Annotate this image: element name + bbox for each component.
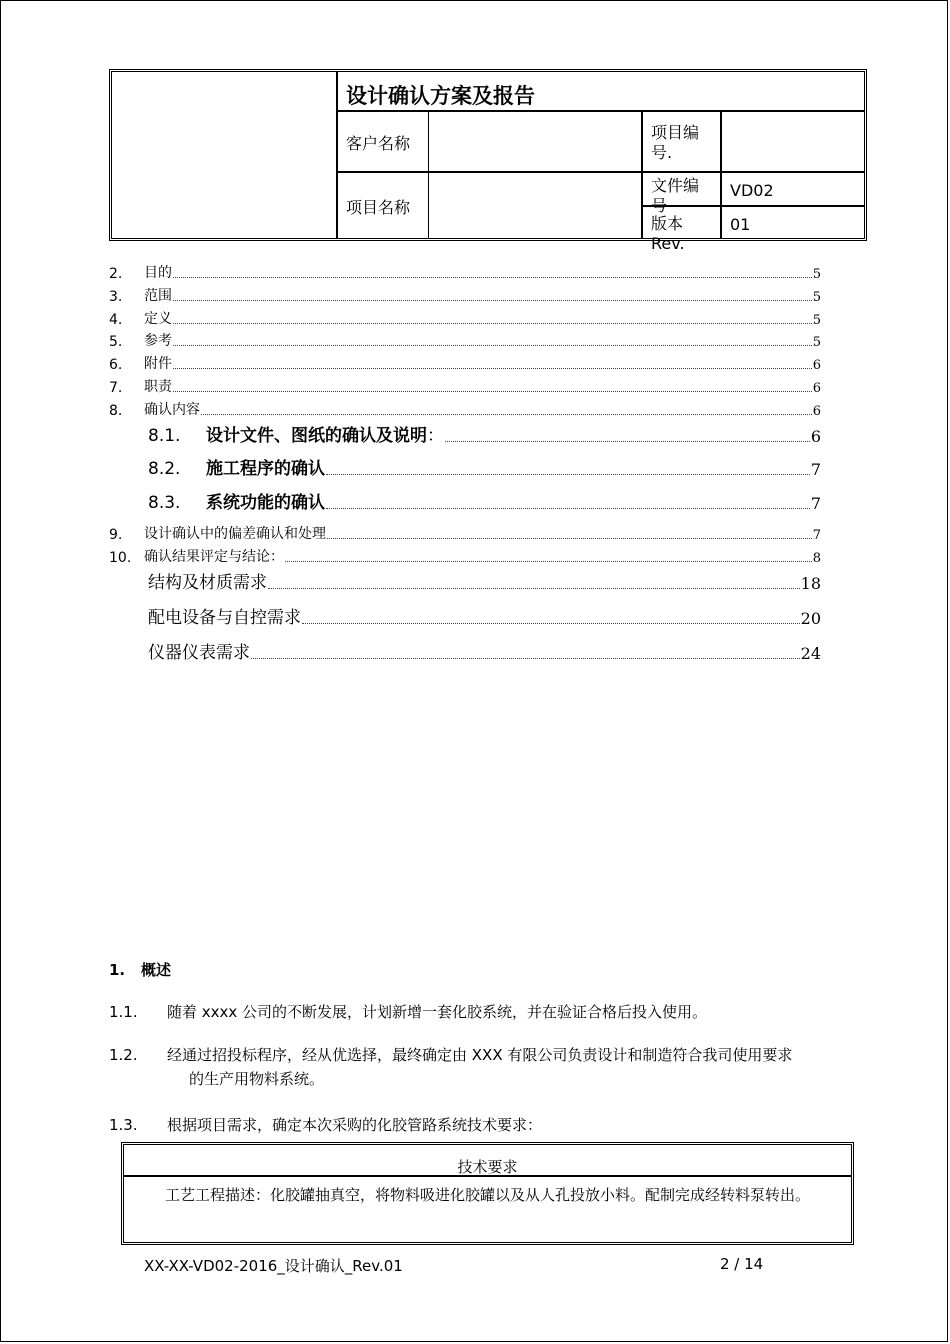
toc-subentry-page: 7 <box>810 460 821 479</box>
toc-subentry-title: 系统功能的确认 <box>206 493 325 513</box>
paragraph-number: 1.1. <box>109 1003 138 1021</box>
toc-entry-page: 8 <box>812 551 821 566</box>
toc-subentry-title: 设计文件、图纸的确认及说明 <box>206 426 427 446</box>
toc-extra-page: 24 <box>800 644 821 663</box>
toc-entry[interactable] <box>109 355 821 373</box>
document-title: 设计确认方案及报告 <box>346 84 535 108</box>
requirements-table <box>121 1142 854 1245</box>
project-number-label: 项目编号. <box>651 123 700 162</box>
toc-entry-title: 职责 <box>144 379 172 395</box>
paragraph-number: 1.2. <box>109 1046 138 1064</box>
version-value: 01 <box>730 215 751 234</box>
toc-entry[interactable] <box>109 332 821 350</box>
toc-leader-dots <box>173 391 812 392</box>
footer-page-number: 2 / 14 <box>720 1255 764 1273</box>
toc-leader-dots <box>326 508 810 509</box>
toc-entry-number: 8. <box>109 403 123 419</box>
toc-entry-title: 参考 <box>144 333 172 349</box>
toc-entry[interactable] <box>109 548 821 566</box>
toc-subentry[interactable] <box>148 457 821 479</box>
toc-entry[interactable] <box>109 287 821 305</box>
toc-entry-number: 9. <box>109 527 123 543</box>
toc-entry-title: 定义 <box>144 311 172 327</box>
toc-subentry[interactable] <box>148 424 821 446</box>
paragraph-text: 随着 xxxx 公司的不断发展，计划新增一套化胶系统，并在验证合格后投入使用。 <box>167 1003 708 1021</box>
section-heading <box>109 959 171 980</box>
toc-subentry-number: 8.2. <box>148 459 181 479</box>
section-number: 1. <box>109 961 126 979</box>
toc-entry-title: 范围 <box>144 288 172 304</box>
toc-subentry-number: 8.1. <box>148 426 181 446</box>
paragraph-text: 经通过招投标程序，经从优选择，最终确定由 XXX 有限公司负责设计和制造符合我司使用要求 <box>167 1046 793 1064</box>
toc-entry-title: 确认内容 <box>144 402 200 418</box>
toc-leader-dots <box>268 588 800 589</box>
toc-leader-dots <box>445 441 810 442</box>
toc-entry-number: 7. <box>109 380 123 396</box>
toc-entry-page: 6 <box>812 381 821 396</box>
requirements-table-header: 技术要求 <box>124 1145 851 1177</box>
requirements-table-body: 工艺工程描述：化胶罐抽真空，将物料吸进化胶罐以及从人孔投放小料。配制完成经转料泵转出。 <box>165 1186 811 1204</box>
toc-entry-number: 10. <box>109 550 132 566</box>
toc-entry-title: 目的 <box>144 265 172 281</box>
toc-leader-dots <box>173 345 812 346</box>
toc-leader-dots <box>251 658 800 659</box>
toc-entry-page: 5 <box>812 267 821 282</box>
toc-leader-dots <box>173 300 812 301</box>
toc-entry-title: 设计确认中的偏差确认和处理 <box>144 526 326 542</box>
paragraph <box>109 1000 869 1024</box>
paragraph-number: 1.3. <box>109 1116 138 1134</box>
toc-entry-page: 6 <box>812 358 821 373</box>
project-name-label: 项目名称 <box>346 198 411 217</box>
toc-leader-dots <box>173 323 812 324</box>
toc-entry-number: 2. <box>109 266 123 282</box>
header-table <box>109 69 867 253</box>
toc-entry[interactable] <box>109 401 821 419</box>
toc-subentry-title: 施工程序的确认 <box>206 459 325 479</box>
version-label: 版本Rev. <box>651 214 685 253</box>
toc-extra-title: 仪器仪表需求 <box>148 643 250 663</box>
toc-leader-dots <box>173 277 812 278</box>
toc-entry-number: 6. <box>109 357 123 373</box>
toc-subentry-suffix: ： <box>427 426 444 446</box>
toc-entry[interactable] <box>109 264 821 282</box>
toc-leader-dots <box>201 414 812 415</box>
toc-extra-page: 20 <box>800 609 821 628</box>
toc-entry-title: 附件 <box>144 356 172 372</box>
toc-entry-page: 7 <box>812 528 821 543</box>
section-title: 概述 <box>141 961 172 979</box>
toc-leader-dots <box>326 474 810 475</box>
paragraph <box>109 1113 869 1137</box>
toc-entry[interactable] <box>109 310 821 328</box>
toc-entry-number: 5. <box>109 334 123 350</box>
toc-leader-dots <box>285 561 812 562</box>
toc-entry-title: 确认结果评定与结论： <box>144 549 284 565</box>
toc-entry-page: 6 <box>812 404 821 419</box>
toc-leader-dots <box>327 538 812 539</box>
toc-subentry-number: 8.3. <box>148 493 181 513</box>
toc-entry-page: 5 <box>812 313 821 328</box>
toc-extra-entry[interactable] <box>148 606 821 628</box>
toc-extra-entry[interactable] <box>148 571 821 593</box>
toc-entry-number: 3. <box>109 289 123 305</box>
toc-entry[interactable] <box>109 378 821 396</box>
document-number-label: 文件编号 <box>651 176 700 215</box>
customer-name-label: 客户名称 <box>346 134 411 153</box>
toc-subentry-page: 6 <box>810 427 821 446</box>
toc-entry[interactable] <box>109 525 821 543</box>
toc-entry-number: 4. <box>109 312 123 328</box>
toc-subentry[interactable] <box>148 491 821 513</box>
toc-extra-page: 18 <box>800 574 821 593</box>
toc-extra-title: 结构及材质需求 <box>148 573 267 593</box>
toc-entry-page: 5 <box>812 290 821 305</box>
toc-leader-dots <box>173 368 812 369</box>
toc-extra-title: 配电设备与自控需求 <box>148 608 301 628</box>
document-number-value: VD02 <box>730 181 774 200</box>
paragraph-text: 根据项目需求，确定本次采购的化胶管路系统技术要求： <box>167 1116 543 1134</box>
toc-extra-entry[interactable] <box>148 641 821 663</box>
paragraph-text-continued: 的生产用物料系统。 <box>189 1070 325 1088</box>
paragraph <box>109 1043 869 1091</box>
toc-entry-page: 5 <box>812 335 821 350</box>
footer-document-id: XX-XX-VD02-2016_设计确认_Rev.01 <box>144 1257 403 1275</box>
toc-subentry-page: 7 <box>810 494 821 513</box>
toc-leader-dots <box>302 623 800 624</box>
